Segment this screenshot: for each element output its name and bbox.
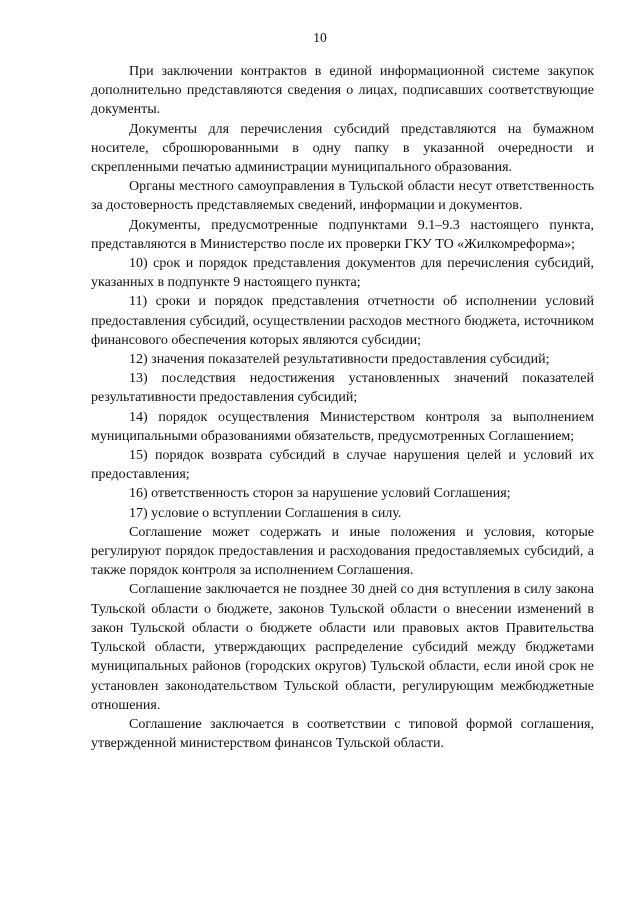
list-item: 15) порядок возврата субсидий в случае нарушения целей и условий их предоставления; — [91, 448, 594, 483]
paragraph: Соглашение заключается в соответствии с типовой формой соглашения, утвержденной министерством финансов Тульской области. — [91, 716, 594, 752]
document-body — [91, 62, 594, 753]
paragraph: Органы местного самоуправления в Тульской области несут ответственность за достоверность представляемых сведений, информации и документов. — [91, 179, 594, 214]
list-item: 13) последствия недостижения установленных значений показателей результативности предоставления субсидий; — [91, 371, 594, 406]
paragraph: Документы, предусмотренные подпунктами 9.1–9.3 настоящего пункта, представляются в Министерство после их проверки ГКУ ТО «Жилкомреформа»; — [91, 217, 594, 252]
paragraph: Соглашение может содержать и иные положения и условия, которые регулируют порядок предоставления и расходования предоставляемых субсидий, а также порядок контроля за исполнением Соглашения. — [91, 524, 594, 579]
paragraph: Соглашение заключается не позднее 30 дней со дня вступления в силу закона Тульской области о бюджете, законов Тульской области о внесении изменений в закон Тульской области о бюджете области или правовых актов Правительства Тульской области, утверждающих распределение субсидий между бюджетами муниципальных районов (городских округов) Тульской области, если иной срок не установлен законодательством Тульской области, регулирующим межбюджетные отношения. — [91, 582, 594, 713]
paragraph: При заключении контрактов в единой информационной системе закупок дополнительно представляются сведения о лицах, подписавших соответствующие документы. — [91, 64, 594, 118]
list-item: 11) сроки и порядок представления отчетности об исполнении условий предоставления субсидий, осуществлении расходов местного бюджета, источником финансового обеспечения которых являются субсидии; — [91, 294, 594, 348]
list-item: 16) ответственность сторон за нарушение условий Соглашения; — [129, 486, 511, 502]
list-item: 10) срок и порядок представления документов для перечисления субсидий, указанных в подпункте 9 настоящего пункта; — [91, 256, 594, 291]
list-item: 17) условие о вступлении Соглашения в силу. — [129, 505, 402, 521]
list-item: 12) значения показателей результативности предоставления субсидий; — [129, 352, 550, 368]
paragraph: Документы для перечисления субсидий представляются на бумажном носителе, сброшюрованными в одну папку в указанной очередности и скрепленными печатью администрации муниципального образования. — [91, 121, 594, 176]
page-number: 10 — [313, 30, 327, 45]
list-item: 14) порядок осуществления Министерством контроля за выполнением муниципальными образованиями обязательств, предусмотренных Соглашением; — [91, 409, 594, 444]
